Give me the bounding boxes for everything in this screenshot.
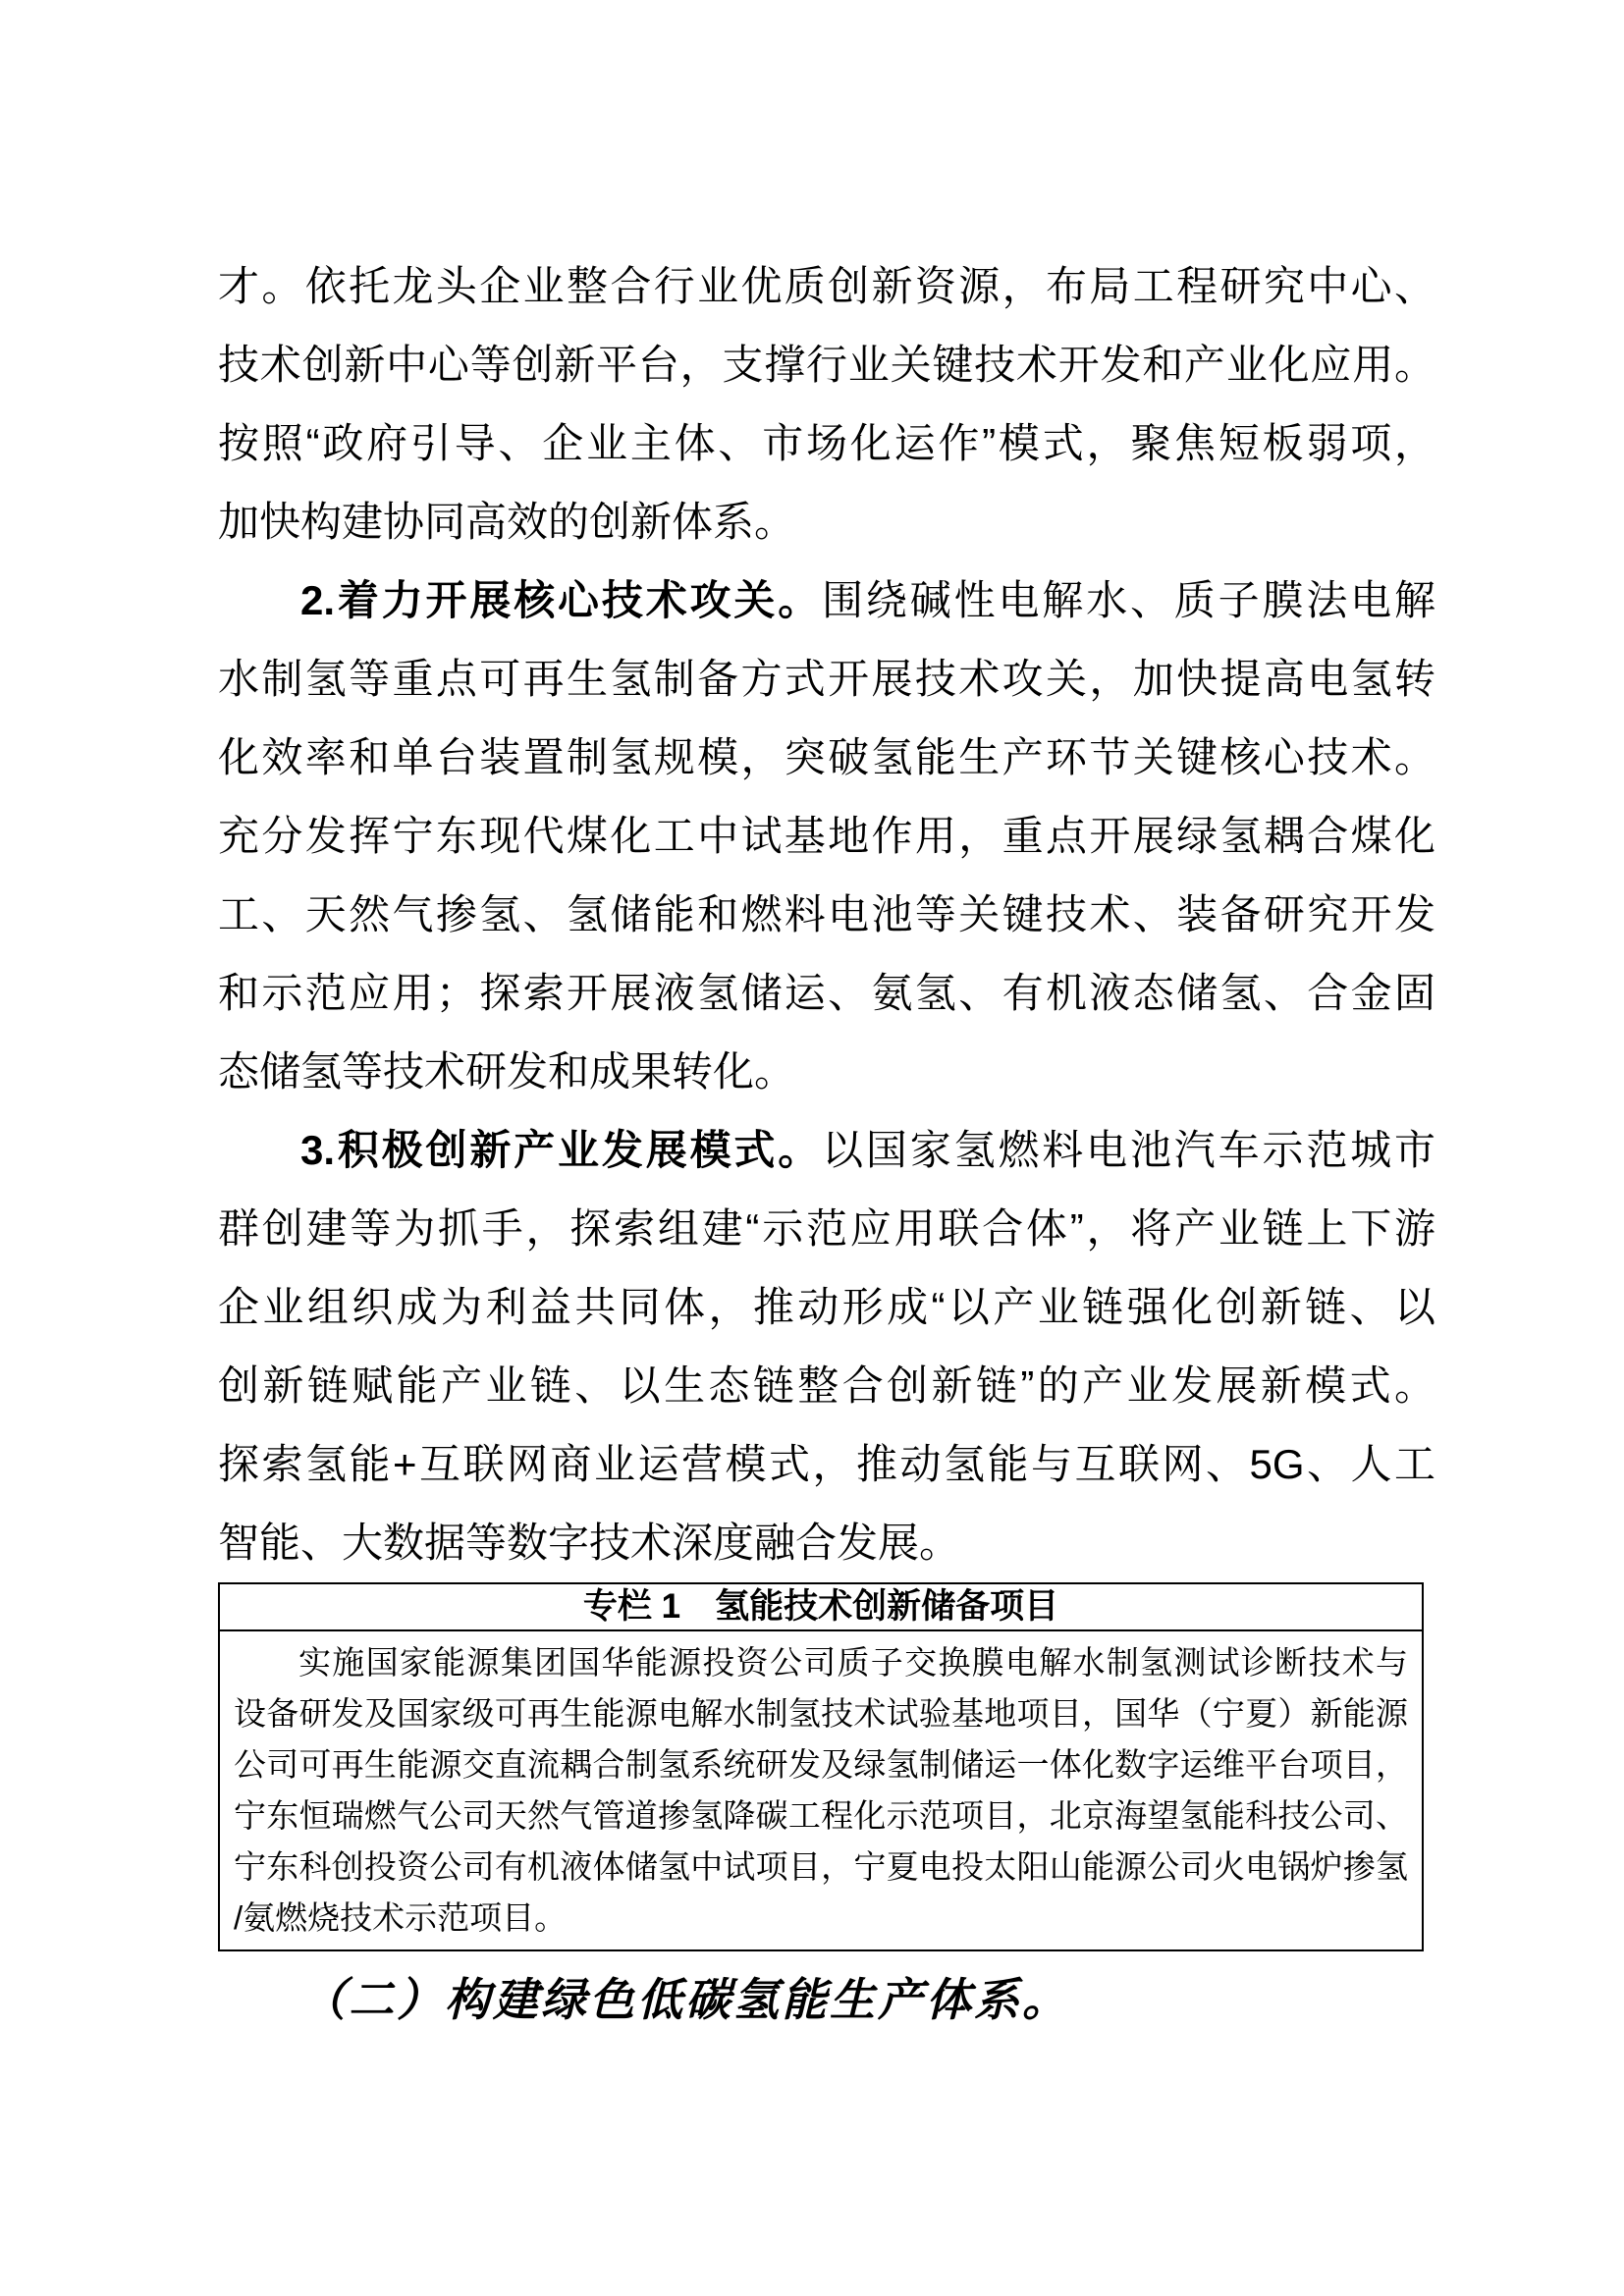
body-line: 充分发挥宁东现代煤化工中试基地作用，重点开展绿氢耦合煤化 (218, 813, 1435, 859)
clause-number-lead: 3.积极创新产业发展模式。 (300, 1127, 823, 1173)
clause-number-lead: 2.着力开展核心技术攻关。 (300, 577, 823, 623)
body-line: 创新链赋能产业链、以生态链整合创新链”的产业发展新模式。 (218, 1362, 1435, 1409)
column-box-line: /氨燃烧技术示范项目。 (234, 1899, 568, 1936)
column-box-line: 设备研发及国家级可再生能源电解水制氢技术试验基地项目，国华（宁夏）新能源 (234, 1695, 1408, 1732)
body-line (218, 561, 1435, 640)
column-box-line: 宁东恒瑞燃气公司天然气管道掺氢降碳工程化示范项目，北京海望氢能科技公司、 (234, 1797, 1408, 1834)
special-column-box (218, 1582, 1424, 1951)
body-line: 群创建等为抓手，探索组建“示范应用联合体”，将产业链上下游 (218, 1205, 1435, 1252)
body-line-text: 以国家氢燃料电池汽车示范城市 (822, 1127, 1435, 1173)
column-box-body (220, 1631, 1422, 1949)
body-line: 加快构建协同高效的创新体系。 (218, 499, 796, 545)
body-line (218, 1111, 1435, 1190)
body-line: 才。依托龙头企业整合行业优质创新资源，布局工程研究中心、 (218, 263, 1435, 309)
body-text-block (218, 247, 1435, 2032)
body-line: 技术创新中心等创新平台，支撑行业关键技术开发和产业化应用。 (218, 342, 1435, 388)
column-box-line: 公司可再生能源交直流耦合制氢系统研发及绿氢制储运一体化数字运维平台项目， (234, 1746, 1408, 1783)
body-line: 探索氢能+互联网商业运营模式，推动氢能与互联网、5G、人工 (218, 1441, 1435, 1487)
body-line-text: 围绕碱性电解水、质子膜法电解 (822, 577, 1435, 623)
body-line: 按照“政府引导、企业主体、市场化运作”模式，聚焦短板弱项， (218, 420, 1435, 466)
column-box-title: 专栏 1 氢能技术创新储备项目 (220, 1584, 1422, 1631)
section-heading: （二）构建绿色低碳氢能生产体系。 (300, 1975, 1070, 2025)
body-line: 水制氢等重点可再生氢制备方式开展技术攻关，加快提高电氢转 (218, 656, 1435, 702)
body-line: 化效率和单台装置制氢规模，突破氢能生产环节关键核心技术。 (218, 734, 1435, 780)
body-line: 智能、大数据等数字技术深度融合发展。 (218, 1520, 961, 1566)
body-line: 和示范应用；探索开展液氢储运、氨氢、有机液态储氢、合金固 (218, 970, 1435, 1016)
body-line: 工、天然气掺氢、氢储能和燃料电池等关键技术、装备研究开发 (218, 891, 1435, 937)
column-box-line: 宁东科创投资公司有机液体储氢中试项目，宁夏电投太阳山能源公司火电锅炉掺氢 (234, 1848, 1408, 1885)
column-box-line: 实施国家能源集团国华能源投资公司质子交换膜电解水制氢测试诊断技术与 (298, 1644, 1408, 1681)
body-line: 态储氢等技术研发和成果转化。 (218, 1048, 796, 1095)
body-line: 企业组织成为利益共同体，推动形成“以产业链强化创新链、以 (218, 1284, 1435, 1330)
